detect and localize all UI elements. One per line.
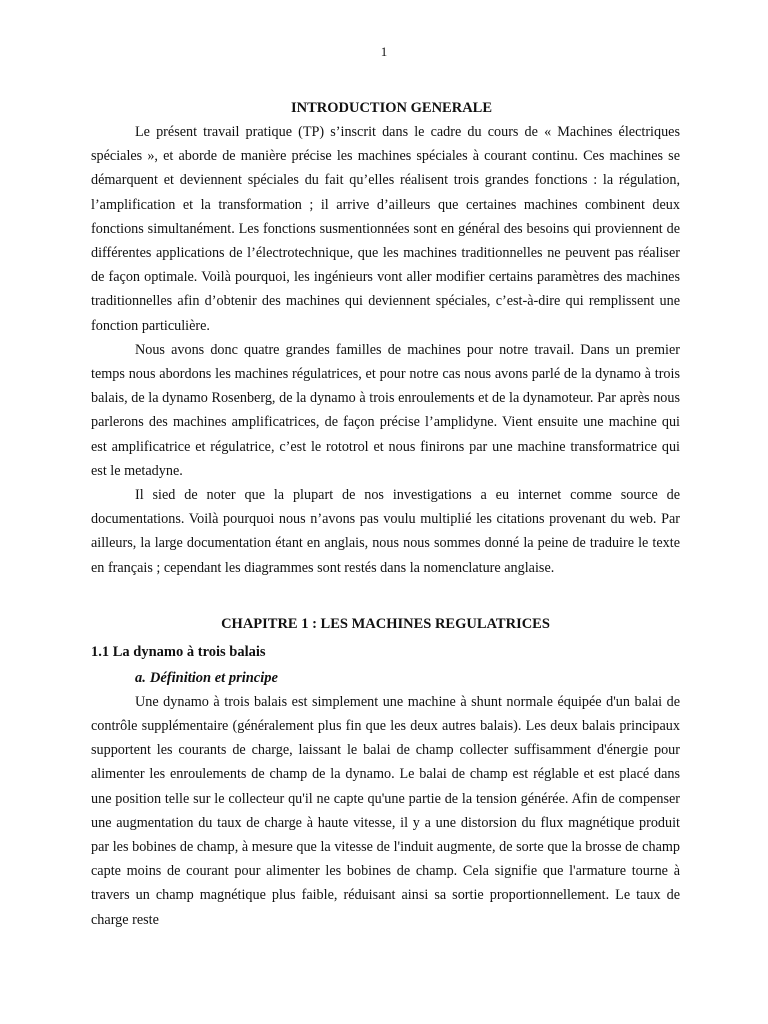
chapter-title: CHAPITRE 1 : LES MACHINES REGULATRICES <box>221 615 550 632</box>
page-number: 1 <box>380 44 388 59</box>
subsection-label: Définition et principe <box>149 669 278 686</box>
intro-paragraph-1: Le présent travail pratique (TP) s’inscrit dans le cadre du cours de « Machines électriques spéciales », et aborde de manière précise les machines spéciales à courant continu. Ces machines se démarquent et deviennent spéciales du fait qu’elles réalisent trois grandes fonctions : la régulation, l’amplification et la transformation ; il arrive d’ailleurs que certaines machines combinent deux fonctions simultanément. Les fonctions susmentionnées sont en général des besoins qui proviennent de différentes applications de l’électrotechnique, que les machines traditionnelles ne peuvent pas réaliser de façon optimale. Voilà pourquoi, les ingénieurs vont aller modifier certains paramètres des machines traditionnelles afin d’obtenir des machines qui deviennent spéciales, c’est-à-dire qui remplissent une fonction particulière. <box>91 124 680 334</box>
page-content <box>91 96 680 932</box>
section-title: 1.1 La dynamo à trois balais <box>91 643 266 660</box>
subsection-title <box>135 666 680 690</box>
intro-paragraph-3: Il sied de noter que la plupart de nos investigations a eu internet comme source de documentations. Voilà pourquoi nous n’avons pas voulu multiplié les citations provenant du web. Par ailleurs, la large documentation étant en anglais, nous nous sommes donné la peine de traduire le texte en français ; cependant les diagrammes sont restés dans la nomenclature anglaise. <box>91 487 680 576</box>
chapter-paragraph: Une dynamo à trois balais est simplement une machine à shunt normale équipée d'un balai de contrôle supplémentaire (généralement plus fin que les deux autres balais). Les deux balais principaux supportent les courants de charge, laissant le balai de champ collecter suffisamment d'énergie pour alimenter les enroulements de champ de la dynamo. Le balai de champ est réglable et est placé dans une position telle sur le collecteur qu'il ne capte qu'une partie de la tension générée. Afin de compenser une augmentation du taux de charge à haute vitesse, il y a une distorsion du flux magnétique produit par les bobines de champ, à mesure que la vitesse de l'induit augmente, de sorte que la brosse de champ capte moins de courant pour alimenter les bobines de champ. Cela signifie que l'armature tourne à travers un champ magnétique plus faible, réduisant ainsi sa sortie proportionnellement. Le taux de charge reste <box>91 693 680 928</box>
intro-paragraph-2: Nous avons donc quatre grandes familles de machines pour notre travail. Dans un premier temps nous abordons les machines régulatrices, et pour notre cas nous avons parlé de la dynamo à trois balais, de la dynamo Rosenberg, de la dynamo à trois enroulements et de la dynamoteur. Par après nous parlerons des machines amplificatrices, de façon précise l’amplidyne. Vient ensuite une machine qui est amplificatrice et régulatrice, c’est le rototrol et nous finirons par une machine transformatrice qui est le metadyne. <box>91 341 680 479</box>
intro-title: INTRODUCTION GENERALE <box>290 100 493 116</box>
subsection-letter: a. <box>135 669 146 686</box>
